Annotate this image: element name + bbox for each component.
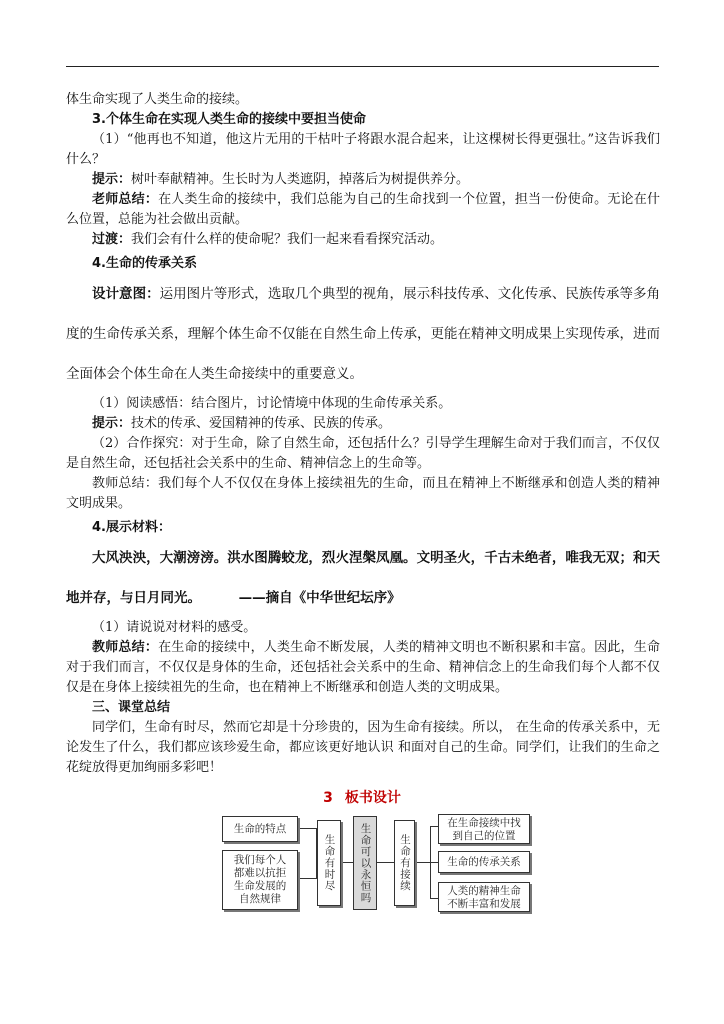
box-life-limited: 生命有时尽: [317, 820, 341, 906]
paragraph: [66, 230, 660, 250]
connector-line: [341, 862, 353, 863]
document-body: [66, 90, 660, 778]
paragraph: （1）阅读感悟：结合图片，讨论情境中体现的生命传承关系。: [92, 396, 452, 411]
label: 教师总结：: [92, 640, 159, 655]
paragraph-text: 运用图片等形式，选取几个典型的视角，展示科技传承、文化传承、民族传承等多角度的生命传承关系，理解个体生命不仅能在自然生命上传承，更能在精神文明成果上实现传承，进而全面体会个体生命在人类生命接续中的重要意义。: [66, 286, 661, 382]
label: 提示：: [92, 172, 132, 187]
paragraph-text: 技术的传承、爱国精神的传承、民族的传承。: [131, 416, 392, 431]
connector-line: [430, 862, 438, 863]
board-title-text: 板书设计: [344, 790, 401, 806]
header-rule: [66, 66, 659, 67]
section-heading: 三、课堂总结: [92, 700, 171, 715]
board-design-title: [0, 787, 724, 807]
paragraph-text: 在人类生命的接续中，我们总能为自己的生命找到一个位置，担当一份使命。无论在什么位置，总能为社会做出贡献。: [66, 192, 660, 227]
paragraph: 教师总结：我们每个人不仅仅在身体上接续祖先的生命，而且在精神上不断继承和创造人类的精神文明成果。: [66, 476, 660, 511]
box-inheritance-relation: 生命的传承关系: [438, 851, 530, 873]
quote-paragraph: 大风泱泱，大潮滂滂。洪水图腾蛟龙，烈火涅槃凤凰。文明圣火，千古未绝者，唯我无双；和天地并存，与日月同光。 ——摘自《中华世纪坛序》: [66, 550, 660, 606]
box-find-position: 在生命接续中找到自己的位置: [438, 814, 530, 844]
paragraph: （2）合作探究：对于生命，除了自然生命，还包括什么？引导学生理解生命对于我们而言，不仅仅是自然生命，还包括社会关系中的生命、精神信念上的生命等。: [66, 436, 660, 471]
paragraph-text: 在生命的接续中，人类生命不断发展，人类的精神文明也不断积累和丰富。因此，生命对于我们而言，不仅仅是身体的生命，还包括社会关系中的生命、精神信念上的生命我们每个人都不仅仅是在身体上接续祖先的生命，也在精神上不断继承和创造人类的文明成果。: [66, 640, 660, 695]
board-diagram: [222, 812, 532, 916]
connector-line: [430, 826, 438, 827]
connector-line: [297, 878, 317, 879]
paragraph: [66, 190, 660, 230]
label: 提示：: [92, 416, 132, 431]
paragraph: （1）“他再也不知道，他这片无用的干枯叶子将跟水混合起来，让这棵树长得更强壮。”这告诉我们什么？: [66, 132, 660, 167]
box-life-eternal-question: 生命可以永恒吗: [353, 816, 377, 910]
paragraph: [66, 170, 660, 190]
label: 老师总结：: [92, 192, 159, 207]
box-spiritual-life: 人类的精神生命不断丰富和发展: [438, 882, 530, 912]
paragraph: [66, 638, 660, 698]
paragraph-text: 树叶奉献精神。生长时为人类遮阴，掉落后为树提供养分。: [131, 172, 470, 187]
connector-line: [377, 862, 394, 863]
box-life-continues: 生命有接续: [394, 820, 415, 906]
board-number: 3: [323, 790, 333, 806]
section-heading: 4.展示材料：: [92, 520, 171, 535]
connector-line: [415, 862, 431, 863]
paragraph: （1）请说说对材料的感受。: [92, 620, 257, 635]
connector-line: [430, 898, 438, 899]
paragraph-text: 我们会有什么样的使命呢？我们一起来看看探究活动。: [131, 232, 444, 247]
box-natural-law: 我们每个人都难以抗拒生命发展的自然规律: [222, 850, 298, 910]
section-heading: 3.个体生命在实现人类生命的接续中要担当使命: [92, 112, 366, 127]
paragraph: 同学们，生命有时尽，然而它却是十分珍贵的，因为生命有接续。所以， 在生命的传承关系中，无论发生了什么，我们都应该珍爱生命，都应该更好地认识 和面对自己的生命。同学们，让我们的生命之花绽放得更加绚丽多彩吧！: [66, 720, 660, 775]
paragraph: [66, 414, 660, 434]
label: 设计意图：: [92, 286, 160, 302]
label: 过渡：: [92, 232, 132, 247]
paragraph: [66, 274, 660, 394]
connector-line: [297, 828, 317, 829]
paragraph: 体生命实现了人类生命的接续。: [66, 92, 249, 107]
section-heading: 4.生命的传承关系: [92, 256, 197, 271]
box-life-features: 生命的特点: [222, 816, 298, 842]
